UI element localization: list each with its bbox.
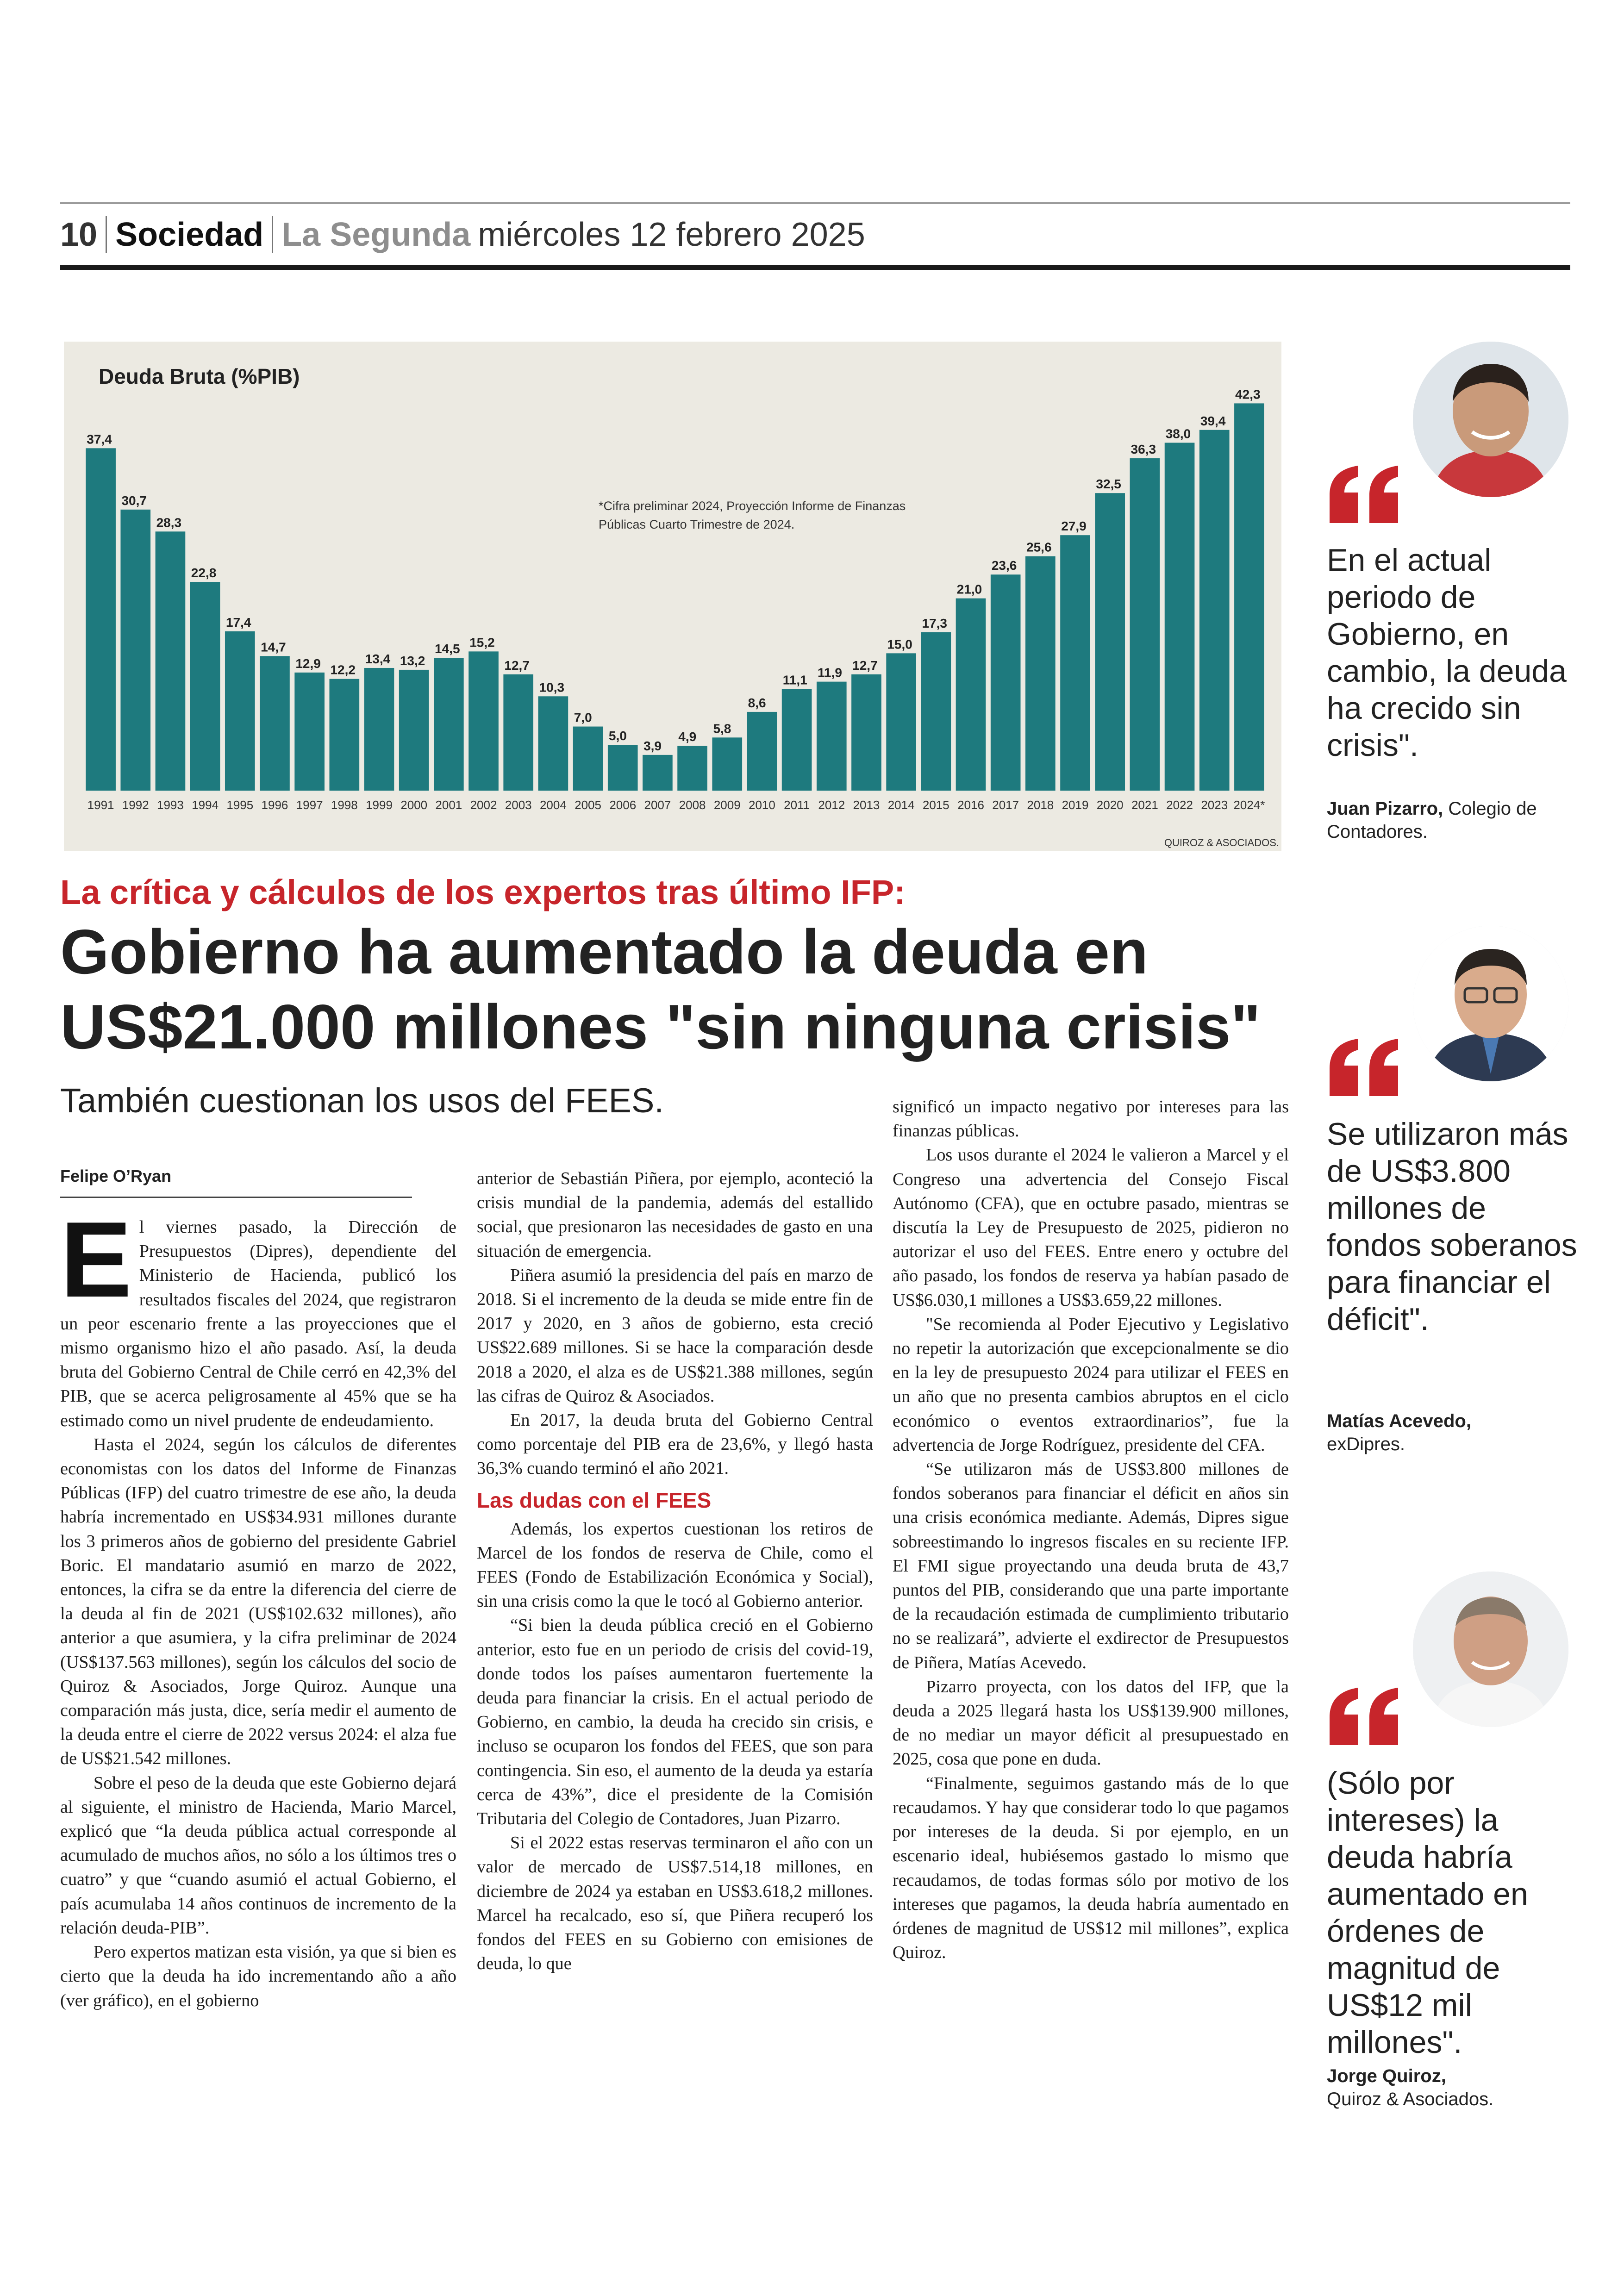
chart-bar-1995 — [225, 631, 255, 791]
chart-tick-label: 2001 — [435, 798, 462, 812]
chart-bar-2018 — [1025, 556, 1056, 791]
article-kicker: La crítica y cálculos de los expertos tras último IFP: — [60, 873, 906, 911]
article-subheadline: También cuestionan los usos del FEES. — [60, 1081, 664, 1120]
chart-tick-label: 1995 — [226, 798, 254, 812]
chart-tick-label: 2007 — [644, 798, 671, 812]
pull-quote-text: (Sólo por intereses) la deuda habría aumentado en órdenes de magnitud de US$12 mil millones". — [1327, 1765, 1528, 2060]
header-top-rule — [60, 202, 1570, 204]
chart-bar-2009 — [712, 737, 742, 791]
pull-quote-text: Se utilizaron más de US$3.800 millones de fondos soberanos para financiar el déficit". — [1327, 1116, 1577, 1337]
article-paragraph — [60, 1200, 456, 1433]
quote-mark-icon — [1325, 1036, 1404, 1101]
chart-tick-label: 2003 — [505, 798, 532, 812]
chart-tick-label: 1992 — [122, 798, 149, 812]
chart-value-label: 12,9 — [295, 656, 321, 671]
chart-bar-2012 — [817, 682, 847, 791]
chart-value-label: 27,9 — [1061, 519, 1087, 534]
chart-value-label: 37,4 — [87, 432, 112, 447]
chart-value-label: 39,4 — [1200, 413, 1226, 428]
chart-tick-label: 2021 — [1131, 798, 1158, 812]
chart-bar-2014 — [886, 653, 916, 791]
chart-bar-2010 — [747, 712, 777, 791]
article-paragraph: “Se utilizaron más de US$3.800 millones de fondos soberanos para financiar el déficit en años sin una crisis económica mediante. Además, Dipres sigue sobreestimando lo ingresos fiscales en su reciente IFP. El FMI sigue proyectando una deuda bruta de 43,7 puntos del PIB, considerando que una parte importante de la recaudación estimada de cumplimiento tributario no se realizará”, advierte el exdirector de Presupuestos de Piñera, Matías Acevedo. — [893, 1459, 1289, 1672]
chart-tick-label: 2018 — [1027, 798, 1054, 812]
quote-affiliation: Colegio de Contadores. — [1327, 798, 1537, 842]
chart-bar-1998 — [329, 679, 359, 791]
pull-quote-text: En el actual periodo de Gobierno, en cambio, la deuda ha crecido sin crisis". — [1327, 543, 1567, 763]
chart-bar-2015 — [921, 632, 951, 791]
article-paragraph: "Se recomienda al Poder Ejecutivo y Legislativo no repetir la autorización que excepcionalmente se dio en la ley de presupuesto 2024 para utilizar el FEES en un año que no presenta cambios abruptos en el ciclo económico o eventos extraordinarios”, fue la advertencia de Jorge Rodríguez, presidente del CFA. — [893, 1314, 1289, 1455]
chart-bar-1993 — [156, 531, 186, 791]
quote-author: Jorge Quiroz, — [1327, 2066, 1446, 2086]
chart-tick-label: 2010 — [749, 798, 775, 812]
pull-quote-attribution — [1327, 2064, 1605, 2111]
chart-bar-2004 — [538, 696, 568, 791]
publication-name: La Segunda — [281, 216, 471, 253]
person-portrait-icon — [1413, 1572, 1568, 1727]
article-paragraph: Pero expertos matizan esta visión, ya que si bien es cierto que la deuda ha ido incrementando año a año (ver gráfico), en el gobierno — [60, 1942, 456, 2010]
chart-bar-2007 — [643, 755, 673, 791]
chart-tick-label: 2022 — [1166, 798, 1193, 812]
quote-mark-icon — [1325, 1685, 1404, 1750]
chart-value-label: 10,3 — [539, 680, 565, 695]
chart-tick-label: 1993 — [157, 798, 184, 812]
chart-bar-2016 — [956, 599, 986, 791]
header-divider — [106, 216, 107, 253]
chart-tick-label: 1996 — [261, 798, 288, 812]
chart-bar-1994 — [190, 582, 220, 791]
chart-bar-2008 — [677, 746, 707, 791]
article-paragraph: significó un impacto negativo por intereses para las finanzas públicas. — [893, 1097, 1289, 1141]
chart-bar-2013 — [851, 674, 881, 791]
chart-value-label: 36,3 — [1131, 442, 1156, 457]
header-divider — [272, 216, 273, 253]
chart-bar-1992 — [120, 510, 150, 791]
chart-tick-label: 2016 — [957, 798, 984, 812]
chart-tick-label: 2000 — [400, 798, 428, 812]
chart-value-label: 8,6 — [748, 695, 766, 710]
chart-tick-label: 1997 — [296, 798, 323, 812]
chart-value-label: 12,7 — [852, 658, 878, 673]
chart-tick-label: 1999 — [366, 798, 393, 812]
chart-value-label: 15,0 — [887, 637, 912, 652]
quote-author: Matías Acevedo, — [1327, 1411, 1471, 1431]
chart-tick-label: 2002 — [470, 798, 497, 812]
chart-tick-label: 2023 — [1201, 798, 1228, 812]
chart-value-label: 32,5 — [1096, 477, 1121, 492]
chart-bar-2017 — [991, 574, 1021, 791]
chart-bar-1991 — [86, 448, 116, 791]
chart-tick-label: 2012 — [818, 798, 845, 812]
chart-tick-label: 2020 — [1096, 798, 1124, 812]
chart-bar-2020 — [1095, 493, 1125, 791]
chart-bar-1997 — [294, 673, 325, 791]
chart-note: *Cifra preliminar 2024, Proyección Informe de Finanzas Públicas Cuarto Trimestre de 2024. — [599, 499, 906, 531]
chart-value-label: 13,4 — [365, 651, 391, 666]
chart-bar-2022 — [1165, 443, 1195, 791]
chart-value-label: 13,2 — [400, 653, 425, 668]
article-paragraph: Sobre el peso de la deuda que este Gobierno dejará al siguiente, el ministro de Hacienda, Mario Marcel, explicó que “la deuda pública actual corresponde al acumulado de muchos años, no sólo a los últimos tres o cuatro” y que “cuando asumió el actual Gobierno, el país acumulaba 14 años continuos de incremento de la relación deuda-PIB”. — [60, 1773, 456, 1938]
quote-mark-icon — [1325, 463, 1404, 528]
chart-tick-label: 2014 — [887, 798, 915, 812]
chart-title: Deuda Bruta (%PIB) — [99, 364, 300, 388]
chart-source: QUIROZ & ASOCIADOS. — [1164, 837, 1279, 848]
quote-affiliation: exDipres. — [1327, 1434, 1405, 1454]
article-paragraph: Si el 2022 estas reservas terminaron el año con un valor de mercado de US$7.514,18 millones, en diciembre de 2024 ya estaban en US$3.618,2 millones. Marcel ha recalcado, eso sí, que Piñera recuperó los fondos del FEES en su Gobierno con emisiones de deuda, lo que — [477, 1833, 873, 1974]
page-number: 10 — [60, 216, 98, 253]
chart-value-label: 11,9 — [817, 665, 842, 680]
chart-value-label: 12,2 — [330, 662, 356, 677]
person-portrait-icon — [1413, 926, 1568, 1081]
quote-affiliation: Quiroz & Asociados. — [1327, 2089, 1494, 2109]
chart-tick-label: 1991 — [87, 798, 114, 812]
article-paragraph: En 2017, la deuda bruta del Gobierno Central como porcentaje del PIB era de 23,6%, y llegó hasta 36,3% cuando terminó el año 2021. — [477, 1410, 873, 1478]
chart-value-label: 42,3 — [1235, 387, 1261, 402]
chart-bar-2011 — [782, 689, 812, 791]
chart-tick-label: 2013 — [853, 798, 880, 812]
chart-value-label: 15,2 — [469, 635, 495, 650]
paragraph-text: l viernes pasado, la Dirección de Presupuestos (Dipres), dependiente del Ministerio de Hacienda, publicó los resultados fiscales del 2024, que registraron un peor escenario frente a las proyecciones que el mismo organismo hizo el año pasado. Así, la deuda bruta del Gobierno Central de Chile cerró en 42,3% del PIB, que se acerca peligrosamente al 45% que se ha estimado como un nivel prudente de endeudamiento. — [60, 1217, 456, 1430]
chart-tick-label: 2008 — [679, 798, 706, 812]
chart-tick-label: 2015 — [922, 798, 949, 812]
chart-bar-2005 — [573, 727, 603, 791]
article-paragraph: Hasta el 2024, según los cálculos de diferentes economistas con los datos del Informe de Finanzas Públicas (IFP) del cuatro trimestre de ese año, la deuda habría incrementado en US$34.931 millones durante los 3 primeros años de gobierno del presidente Gabriel Boric. El mandatario asumió en marzo de 2022, entonces, la cifra se da entre la diferencia del cierre de la deuda al fin de 2021 (US$102.632 millones), año anterior a que asumiera, y la cifra preliminar de 2024 (US$137.563 millones), según los cálculos del socio de Quiroz & Asociados, Jorge Quiroz. Aunque una comparación más justa, dice, sería medir el aumento de la deuda entre el cierre de 2022 versus 2024: el alza fue de US$21.542 millones. — [60, 1434, 456, 1769]
chart-bar-2002 — [468, 651, 499, 791]
chart-tick-label: 2019 — [1062, 798, 1089, 812]
page-header — [60, 209, 865, 260]
chart-value-label: 17,4 — [225, 615, 251, 630]
article-paragraph: Los usos durante el 2024 le valieron a Marcel y el Congreso una advertencia del Consejo Fiscal Autónomo (CFA), que en octubre pasado, mientras se discutía la Ley de Presupuesto de 2025, pidieron no autorizar el uso del FEES. Entre enero y octubre del año pasado, los fondos de reserva ya habían pasado de US$6.030,1 millones a US$3.659,22 millones. — [893, 1145, 1289, 1310]
chart-value-label: 7,0 — [574, 710, 592, 725]
chart-bar-1999 — [364, 668, 394, 791]
section-name: Sociedad — [115, 216, 264, 253]
debt-chart-plot — [64, 342, 1281, 851]
chart-value-label: 3,9 — [643, 738, 662, 753]
article-column-2 — [477, 1166, 873, 1976]
chart-value-label: 30,7 — [121, 493, 147, 508]
chart-value-label: 22,8 — [191, 566, 217, 580]
debt-chart — [64, 342, 1281, 851]
avatar-jorge-quiroz — [1413, 1572, 1568, 1727]
section-subtitle: Las dudas con el FEES — [477, 1488, 712, 1512]
article-paragraph: anterior de Sebastián Piñera, por ejemplo, aconteció la crisis mundial de la pandemia, además del estallido social, que presionaron las necesidades de gasto en una situación de emergencia. — [477, 1169, 873, 1261]
header-bottom-rule — [60, 265, 1570, 270]
article-column-1 — [60, 1200, 456, 2013]
article-paragraph: Además, los expertos cuestionan los retiros de Marcel de los fondos de reserva de Chile, como el FEES (Fondo de Estabilización Económica y Social), sin una crisis como la que le tocó al Gobierno anterior. — [477, 1519, 873, 1611]
chart-bar-2023 — [1199, 430, 1230, 791]
chart-bar-2024 — [1234, 403, 1264, 791]
chart-value-label: 14,7 — [261, 640, 286, 655]
chart-value-label: 5,0 — [608, 729, 627, 743]
quote-author: Juan Pizarro, — [1327, 798, 1443, 819]
person-portrait-icon — [1413, 342, 1568, 497]
chart-tick-label: 1998 — [331, 798, 358, 812]
chart-bar-2003 — [503, 674, 533, 791]
chart-tick-label: 2024* — [1233, 798, 1265, 812]
chart-value-label: 25,6 — [1026, 540, 1052, 555]
chart-value-label: 4,9 — [678, 730, 697, 744]
chart-value-label: 12,7 — [504, 658, 530, 673]
article-column-3 — [893, 1095, 1289, 1964]
issue-date: miércoles 12 febrero 2025 — [478, 216, 865, 253]
chart-value-label: 5,8 — [713, 721, 731, 736]
article-headline: Gobierno ha aumentado la deuda en US$21.000 millones "sin ninguna crisis" — [60, 917, 1261, 1062]
chart-value-label: 17,3 — [922, 616, 947, 630]
article-paragraph: “Finalmente, seguimos gastando más de lo que recaudamos. Y hay que considerar todo lo que pagamos por intereses de la deuda. Si por ejemplo, en un escenario ideal, hubiésemos gastado lo mismo que recaudamos, de todas formas sólo por motivo de los intereses que pagamos, la deuda habría aumentado en órdenes de magnitud de US$12 mil millones”, explica Quiroz. — [893, 1773, 1289, 1963]
drop-cap: E — [60, 1200, 132, 1320]
chart-value-label: 28,3 — [156, 515, 182, 530]
article-paragraph: “Si bien la deuda pública creció en el Gobierno anterior, esto fue en un periodo de crisis del covid-19, donde todos los países aumentaron fuertemente la deuda para financiar la crisis. En el actual periodo de Gobierno, en cambio, la deuda ha crecido sin crisis, e incluso se ocuparon los fondos del FEES, que son para contingencia. Sin eso, el aumento de la deuda ya estaría cerca de 43%”, dice el presidente de la Comisión Tributaria del Colegio de Contadores, Juan Pizarro. — [477, 1615, 873, 1829]
pull-quote-attribution — [1327, 797, 1605, 843]
chart-value-label: 14,5 — [435, 642, 460, 656]
chart-bar-2006 — [608, 745, 638, 791]
article-paragraph: Piñera asumió la presidencia del país en marzo de 2018. Si el incremento de la deuda se mide entre fin de 2017 y 2020, en 3 años de gobierno, esta creció US$22.689 millones. Si se hace la comparación desde 2018 a 2020, el alza es de US$21.388 millones, según las cifras de Quiroz & Asociados. — [477, 1265, 873, 1406]
chart-bar-2021 — [1130, 458, 1160, 791]
chart-value-label: 38,0 — [1165, 426, 1191, 441]
avatar-matias-acevedo — [1413, 926, 1568, 1081]
chart-value-label: 21,0 — [956, 582, 982, 597]
byline-rule — [60, 1197, 412, 1198]
chart-tick-label: 2011 — [784, 798, 810, 812]
chart-bar-2001 — [434, 658, 464, 791]
chart-tick-label: 2004 — [539, 798, 567, 812]
chart-value-label: 11,1 — [782, 673, 807, 687]
article-paragraph: Pizarro proyecta, con los datos del IFP, que la deuda a 2025 llegará hasta los US$139.900 millones, de no mediar un mayor déficit al presupuestado en 2025, cosa que pone en duda. — [893, 1677, 1289, 1769]
chart-tick-label: 2005 — [575, 798, 601, 812]
chart-tick-label: 2017 — [992, 798, 1019, 812]
chart-tick-label: 1994 — [192, 798, 219, 812]
chart-tick-label: 2006 — [609, 798, 637, 812]
chart-bar-2019 — [1060, 535, 1090, 791]
avatar-juan-pizarro — [1413, 342, 1568, 497]
chart-bar-2000 — [399, 670, 429, 791]
article-byline: Felipe O’Ryan — [60, 1166, 172, 1185]
pull-quote-attribution — [1327, 1409, 1605, 1456]
chart-bar-1996 — [260, 656, 290, 791]
chart-value-label: 23,6 — [991, 558, 1017, 573]
chart-tick-label: 2009 — [713, 798, 741, 812]
